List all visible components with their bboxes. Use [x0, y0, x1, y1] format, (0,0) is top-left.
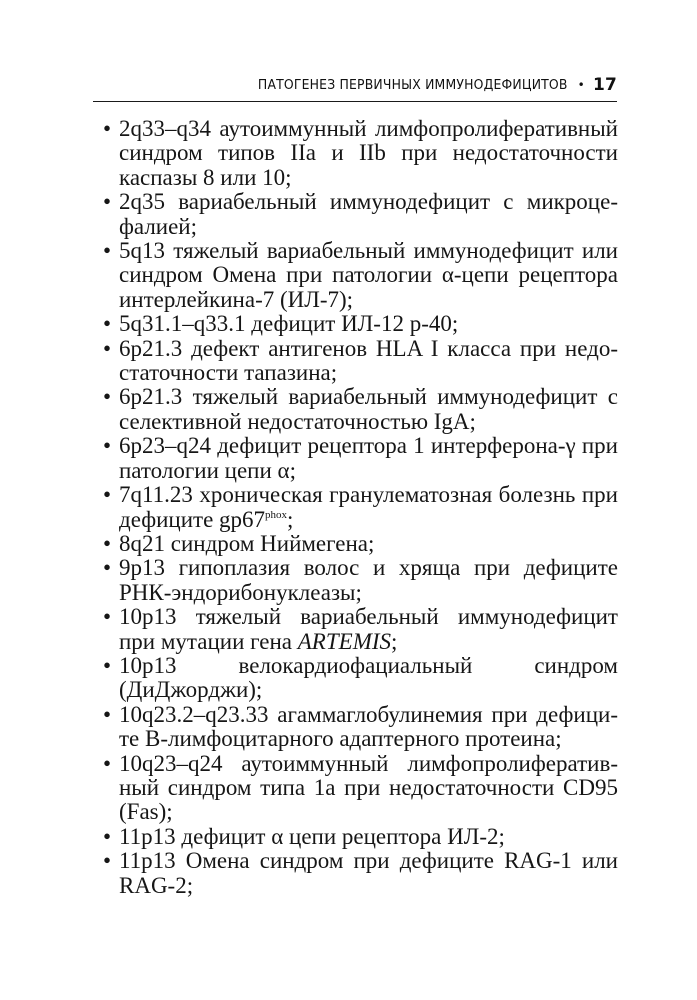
page-body: [104, 117, 618, 898]
list-item-text: 5q31.1–q33.1 дефицит ИЛ-12 p-40;: [119, 311, 459, 337]
list-item-text: 11p13 Омена синдром при дефиците RAG-1 или RAG-2;: [119, 848, 618, 898]
list-item: [104, 703, 618, 752]
list-item: [104, 239, 618, 312]
list-item-text: 10p13 велокардиофациальный синдром (ДиДжорджи);: [119, 652, 618, 703]
list-item: [104, 849, 618, 898]
list-item: [104, 752, 618, 825]
list-item: [104, 312, 618, 336]
list-item-text: 10p13 тяжелый вариабельный иммунодефицит при мутации гена: [119, 604, 618, 654]
list-item: [104, 385, 618, 434]
page-number: 17: [592, 75, 617, 95]
list-item-text: 8q21 синдром Ниймегена;: [119, 530, 375, 556]
list-item-text: 2q35 вариабельный иммунодефицит с микроцефалией;: [119, 189, 618, 239]
list-item: [104, 605, 618, 654]
list-item-text: 6p21.3 дефект антигенов HLA I класса при недостаточности тапазина;: [119, 335, 618, 386]
list-item-text: 7q11.23 хроническая гранулематозная болезнь при дефиците gp67: [119, 482, 618, 532]
list-item-text: 10q23–q24 аутоиммунный лимфопролиферативный синдром типа 1a при недостаточности CD95 (Fas);: [119, 750, 618, 825]
list-item: [104, 654, 618, 703]
list-item: [104, 434, 618, 483]
list-item: [104, 532, 618, 556]
list-item-text-end: ;: [287, 506, 294, 532]
list-item-text-end: ;: [391, 628, 398, 654]
running-head-separator: •: [577, 78, 585, 92]
superscript-phox: phox: [265, 508, 288, 521]
list-item: [104, 117, 618, 190]
running-head: [93, 70, 617, 100]
gene-locus-list: [104, 117, 618, 898]
list-item-text: 11p13 дефицит α цепи рецептора ИЛ-2;: [119, 823, 505, 849]
list-item: [104, 556, 618, 605]
list-item-text: 6p21.3 тяжелый вариабельный иммунодефицит с селективной недостаточностью IgA;: [119, 384, 618, 434]
gene-name-italic: ARTEMIS: [297, 628, 392, 654]
running-head-title: ПАТОГЕНЕЗ ПЕРВИЧНЫХ ИММУНОДЕФИЦИТОВ: [257, 77, 568, 93]
list-item-text: 2q33–q34 аутоиммунный лимфопролиферативный синдром типов IIa и IIb при недостаточности каспазы 8 или 10;: [119, 116, 618, 190]
list-item: [104, 190, 618, 239]
list-item-text: 5q13 тяжелый вариабельный иммунодефицит или синдром Омена при патологии α-цепи рецептора интерлейкина-7 (ИЛ-7);: [119, 238, 618, 312]
list-item-text: 9p13 гипоплазия волос и хряща при дефиците РНК-эндорибонуклеазы;: [119, 555, 618, 605]
list-item-text: 10q23.2–q23.33 агаммаглобулинемия при дефиците В-лимфоцитарного адаптерного протеина;: [119, 701, 618, 752]
list-item-text: 6p23–q24 дефицит рецептора 1 интерферона-γ при патологии цепи α;: [119, 433, 618, 483]
list-item: [104, 337, 618, 386]
header-rule: [93, 101, 617, 102]
list-item: [104, 483, 618, 532]
list-item: [104, 825, 618, 849]
